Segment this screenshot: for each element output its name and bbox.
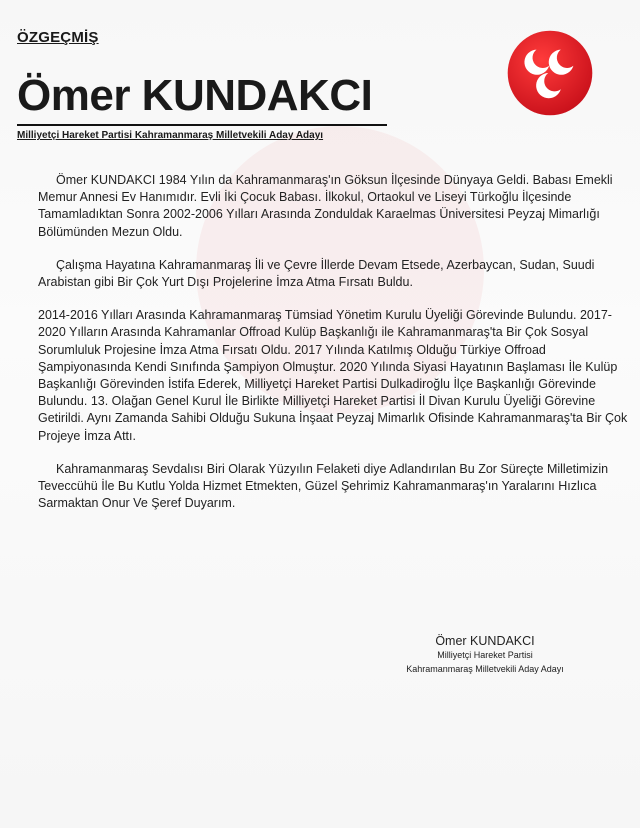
section-title: ÖZGEÇMİŞ [17, 29, 99, 46]
name-underline [17, 124, 387, 126]
paragraph-closing: Kahramanmaraş Sevdalısı Biri Olarak Yüzyılın Felaketi diye Adlandırılan Bu Zor Süreçte Milletimizin Teveccühü İle Bu Kutlu Yolda Hizmet Etmekten, Güzel Şehrimiz Kahramanmaraş'ın Yaralarını Hızlıca Sarmaktan Onur Ve Şeref Duyarım. [38, 461, 609, 511]
candidate-subtitle: Milliyetçi Hareket Partisi Kahramanmaraş Milletvekili Aday Adayı [17, 130, 324, 141]
paragraph-birth-education: Ömer KUNDAKCI 1984 Yılın da Kahramanmaraş'ın Göksun İlçesinde Dünyaya Geldi. Babası Emekli Memur Annesi Ev Hanımıdır. Evli İki Çocuk Babası. İlkokul, Ortaokul ve Liseyi Türkoğlu İlçesinde Tamamladıktan Sonra 2002-2006 Yılları Arasında Zonduldak Karaelmas Üniversitesi Peyzaj Mimarlığı Bölümünden Mezun Oldu. [38, 173, 613, 239]
biography-text [38, 172, 628, 528]
signature-block [385, 634, 585, 676]
person-name: Ömer KUNDAKCI [17, 71, 373, 120]
mhp-crescents-logo-icon [505, 28, 595, 118]
paragraph-work: Çalışma Hayatına Kahramanmaraş İli ve Çevre İllerde Devam Etsede, Azerbaycan, Sudan, Suudi Arabistan gibi Bir Çok Yurt Dışı Projelerine İmza Atma Fırsatı Buldu. [38, 257, 595, 290]
signature-title: Kahramanmaraş Milletvekili Aday Adayı [406, 664, 564, 674]
paragraph-career: 2014-2016 Yılları Arasında Kahramanmaraş Tümsiad Yönetim Kurulu Üyeliği Görevinde Bulundu. 2017-2020 Yılların Arasında Kahramanlar Offroad Kulüp Başkanlığı ile Kahramanmaraş'ta Bir Çok Sosyal Sorumluluk Projesine İmza Atma Fırsatı Oldu. 2017 Yılında Katılmış Olduğu Türkiye Offroad Şampiyonasında Kendi Sınıfında Şampiyon Olmuştur. 2020 Yılında Siyasi Hayatının Başlaması İle Kulüp Başkanlığı Görevinden İstifa Ederek, Milliyetçi Hareket Partisi Dulkadiroğlu İlçe Başkanlığı Görevinde Bulundu. 13. Olağan Genel Kurul İle Birlikte Milliyetçi Hareket Partisi İl Divan Kurulu Üyeliği Görevine Getirildi. Aynı Zamanda Sahibi Olduğu Sukuna İnşaat Peyzaj Mimarlık Ofisinde Kahramanmaraş'ta Bir Çok Projeye İmza Attı. [38, 308, 628, 443]
signature-party: Milliyetçi Hareket Partisi [437, 650, 533, 660]
signature-name: Ömer KUNDAKCI [435, 634, 535, 648]
